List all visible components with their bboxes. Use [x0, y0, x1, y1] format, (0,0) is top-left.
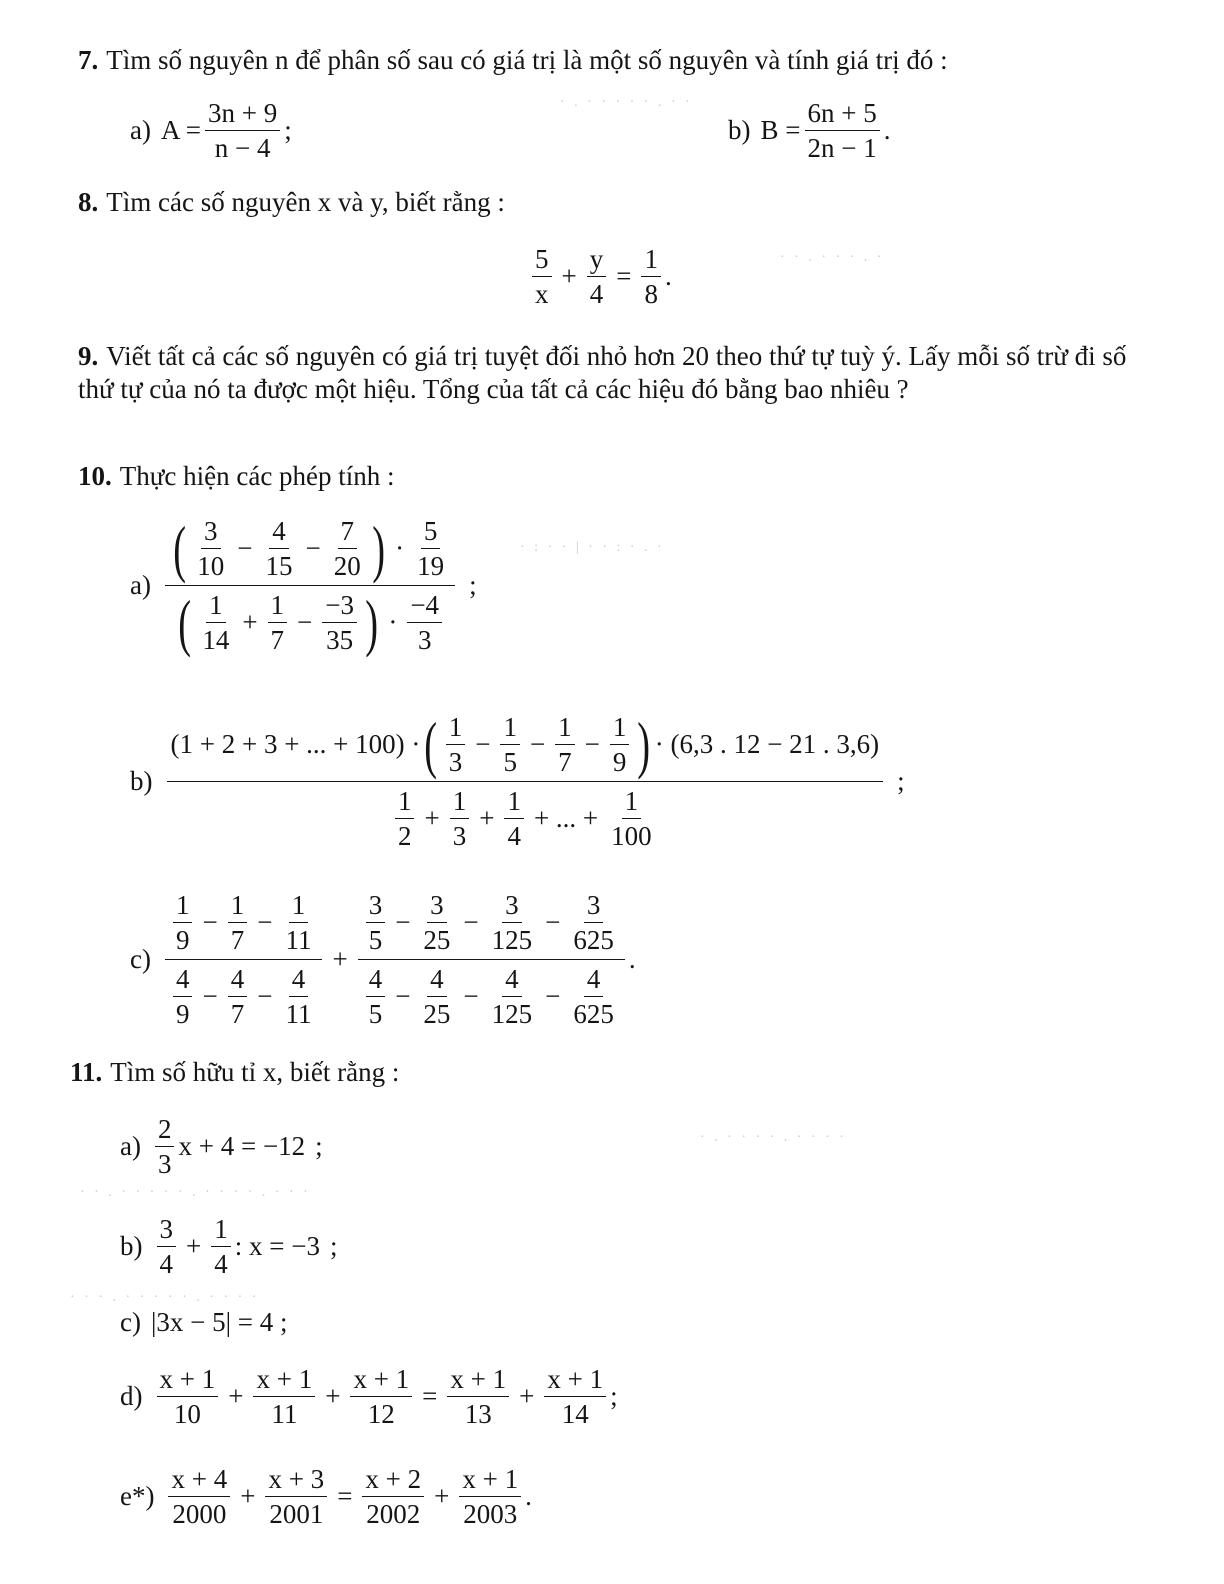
denominator: 125 [491, 999, 533, 1029]
scan-noise: · · · . · · · · · . · · · · [70, 1290, 260, 1305]
operator: − [395, 907, 411, 937]
denominator: 20 [333, 551, 361, 581]
operator: + [332, 944, 348, 974]
numerator: 4 [289, 962, 309, 997]
denominator: 3 [417, 625, 432, 655]
numerator: y [587, 242, 607, 277]
denominator: 5 [368, 999, 383, 1029]
operator: − [297, 607, 313, 637]
operator: + ... + [533, 803, 599, 833]
fraction [805, 96, 880, 165]
denominator: 9 [612, 747, 627, 777]
numerator: 1 [395, 784, 415, 819]
numerator: 5 [421, 514, 441, 549]
problem-10b [130, 708, 905, 855]
item-label: a) [130, 115, 151, 145]
sum-expression: (1 + 2 + 3 + ... + 100) · [170, 729, 421, 759]
numerator: 1 [206, 588, 226, 623]
item-label: c) [130, 944, 151, 974]
denominator: 3 [448, 747, 463, 777]
numerator [165, 512, 455, 586]
denominator: 8 [644, 279, 658, 309]
denominator: 4 [159, 1249, 173, 1279]
fraction [211, 1212, 231, 1281]
fraction [228, 962, 248, 1031]
operator: − [395, 981, 411, 1011]
numerator: 1 [610, 710, 630, 745]
fraction [366, 888, 386, 957]
problem-number: 10. [78, 461, 112, 491]
operator: + [561, 261, 577, 291]
scan-noise: · . · · · · · . · · [560, 95, 693, 110]
numerator: 4 [366, 962, 386, 997]
denominator: 5 [503, 747, 517, 777]
left-paren: ( [424, 708, 438, 780]
problem-11a [120, 1112, 323, 1181]
numerator: x + 1 [447, 1362, 509, 1397]
item-label: a) [130, 570, 151, 600]
fraction [489, 962, 536, 1031]
problem-8-statement [78, 186, 505, 218]
numerator: x + 1 [253, 1362, 315, 1397]
operator: − [475, 729, 491, 759]
problem-8-equation [528, 242, 672, 311]
numerator: 5 [532, 242, 552, 277]
fraction [282, 962, 314, 1031]
numerator: 3 [366, 888, 386, 923]
operator: − [463, 981, 479, 1011]
numerator: 4 [173, 962, 193, 997]
problem-text: Tìm các số nguyên x và y, biết rằng : [106, 187, 505, 217]
problem-7-statement [78, 44, 948, 76]
problem-11d [120, 1362, 618, 1431]
left-paren: ( [173, 512, 187, 584]
problem-11b [120, 1212, 337, 1281]
denominator: 12 [367, 1399, 395, 1429]
item-label: e*) [120, 1481, 155, 1511]
fraction [350, 1362, 412, 1431]
denominator: 2001 [269, 1499, 324, 1529]
fraction [155, 1112, 175, 1181]
operator: = [616, 261, 632, 291]
denominator: 5 [368, 925, 383, 955]
denominator: 10 [173, 1399, 201, 1429]
fraction [268, 588, 288, 657]
operator: + [519, 1381, 535, 1411]
denominator: 3 [452, 821, 467, 851]
operator: + [240, 1481, 256, 1511]
denominator: 10 [197, 551, 225, 581]
fraction [322, 588, 357, 657]
numerator: 6n + 5 [805, 96, 880, 131]
operator: − [584, 729, 600, 759]
denominator: 625 [573, 999, 614, 1029]
expression: x + 4 = −12 [178, 1131, 306, 1161]
fraction [362, 1462, 424, 1531]
problem-number: 8. [78, 187, 99, 217]
item-label: b) [728, 115, 751, 145]
punctuation: ; [315, 1131, 323, 1161]
denominator: 125 [491, 925, 533, 955]
denominator: 2002 [366, 1499, 421, 1529]
numerator: 1 [622, 784, 642, 819]
denominator [170, 586, 450, 659]
fraction [608, 784, 655, 853]
item-label: a) [120, 1131, 141, 1161]
fraction [168, 1462, 230, 1531]
operator: · [395, 533, 405, 563]
fraction [500, 710, 520, 779]
operator: − [463, 907, 479, 937]
punctuation: . [628, 944, 636, 974]
fraction [420, 888, 453, 957]
numerator: 1 [211, 1212, 231, 1247]
fraction [504, 784, 524, 853]
numerator: 2 [155, 1112, 175, 1147]
compound-fraction [165, 886, 322, 1033]
expression: |3x − 5| = 4 ; [150, 1307, 288, 1337]
fraction [194, 514, 227, 583]
numerator: 1 [268, 588, 288, 623]
problem-number: 9. [78, 341, 99, 371]
fraction [459, 1462, 521, 1531]
numerator: −4 [407, 588, 442, 623]
fraction [265, 1462, 327, 1531]
fraction [199, 588, 232, 657]
punctuation: . [883, 115, 891, 145]
numerator: 3 [427, 888, 447, 923]
operator: + [479, 803, 495, 833]
numerator: 1 [500, 710, 520, 745]
denominator: 35 [326, 625, 354, 655]
problem-text: Tìm số nguyên n để phân số sau có giá trị là một số nguyên và tính giá trị đó : [106, 45, 948, 75]
compound-fraction [165, 512, 455, 659]
operator: · [388, 607, 398, 637]
denominator: 9 [175, 925, 190, 955]
punctuation: . [664, 261, 672, 291]
fraction [228, 888, 248, 957]
problem-10c [130, 886, 636, 1033]
operator: − [305, 533, 321, 563]
numerator: 1 [446, 710, 466, 745]
compound-fraction [167, 708, 884, 855]
numerator: x + 1 [459, 1462, 521, 1497]
numerator: 1 [228, 888, 248, 923]
denominator: 25 [423, 925, 451, 955]
fraction [544, 1362, 606, 1431]
denominator: 11 [285, 999, 312, 1029]
fraction [263, 514, 296, 583]
right-paren: ) [365, 586, 379, 658]
fraction [173, 962, 193, 1031]
fraction [395, 784, 415, 853]
numerator: 4 [427, 962, 447, 997]
numerator: 3 [157, 1212, 177, 1247]
fraction [446, 710, 466, 779]
scan-noise: · : · · | · · : · . · [520, 540, 665, 555]
fraction [489, 888, 536, 957]
punctuation: ; [897, 766, 905, 796]
denominator: 3 [157, 1149, 172, 1179]
numerator: 3 [201, 514, 221, 549]
numerator: 3 [584, 888, 604, 923]
item-label: b) [130, 766, 153, 796]
fraction [205, 96, 280, 165]
fraction [366, 962, 386, 1031]
punctuation: ; [610, 1381, 618, 1411]
denominator: 2 [397, 821, 412, 851]
numerator: 3 [502, 888, 522, 923]
numerator: 1 [450, 784, 470, 819]
denominator: 9 [175, 999, 190, 1029]
operator: + [434, 1481, 450, 1511]
numerator: x + 2 [362, 1462, 424, 1497]
denominator: 7 [230, 925, 245, 955]
numerator: x + 4 [168, 1462, 230, 1497]
item-label: c) [120, 1307, 141, 1337]
numerator: 4 [228, 962, 248, 997]
operator: + [228, 1381, 244, 1411]
problem-text: Thực hiện các phép tính : [119, 461, 395, 491]
fraction [570, 888, 617, 957]
denominator: 7 [558, 747, 572, 777]
problem-10a [130, 512, 477, 659]
denominator: x [535, 279, 549, 309]
fraction [173, 888, 193, 957]
problem-11-statement [70, 1056, 399, 1088]
numerator: x + 1 [157, 1362, 219, 1397]
fraction [555, 710, 575, 779]
denominator: 4 [214, 1249, 228, 1279]
denominator [165, 960, 322, 1033]
denominator: 2n − 1 [807, 133, 877, 163]
numerator: 4 [269, 514, 289, 549]
numerator: x + 1 [350, 1362, 412, 1397]
lhs: B = [760, 115, 801, 145]
denominator: 7 [230, 999, 245, 1029]
denominator: 100 [611, 821, 652, 851]
operator: − [257, 981, 273, 1011]
operator: + [325, 1381, 341, 1411]
fraction [450, 784, 470, 853]
product-expression: · (6,3 . 12 − 21 . 3,6) [654, 729, 880, 759]
numerator: 1 [289, 888, 309, 923]
denominator [387, 782, 663, 855]
problem-7a [130, 96, 292, 165]
operator: = [337, 1481, 353, 1511]
punctuation: . [525, 1481, 532, 1511]
numerator [167, 708, 884, 782]
numerator: 7 [338, 514, 358, 549]
fraction [331, 514, 364, 583]
item-label: d) [120, 1381, 143, 1411]
operator: − [529, 729, 546, 759]
operator: − [545, 981, 561, 1011]
numerator: 4 [502, 962, 522, 997]
fraction [587, 242, 607, 311]
operator: + [242, 607, 258, 637]
numerator: 1 [555, 710, 575, 745]
punctuation: ; [284, 115, 292, 145]
fraction [570, 962, 617, 1031]
denominator: 11 [271, 1399, 298, 1429]
fraction [414, 514, 447, 583]
problem-7b [728, 96, 890, 165]
denominator: n − 4 [214, 133, 271, 163]
fraction [282, 888, 314, 957]
punctuation: ; [469, 570, 477, 600]
numerator: 1 [504, 784, 524, 819]
fraction [407, 588, 442, 657]
numerator [165, 886, 322, 960]
scan-noise: · . · · · · . · · · · [700, 1130, 847, 1145]
fraction [253, 1362, 315, 1431]
denominator: 15 [265, 551, 293, 581]
numerator: 3n + 9 [205, 96, 280, 131]
operator: − [202, 981, 218, 1011]
denominator: 19 [417, 551, 445, 581]
denominator: 11 [285, 925, 312, 955]
fraction [447, 1362, 509, 1431]
denominator: 25 [423, 999, 451, 1029]
numerator: x + 1 [544, 1362, 606, 1397]
scan-noise: · · . · · · . · [780, 250, 885, 265]
left-paren: ( [178, 586, 192, 658]
denominator: 2000 [172, 1499, 227, 1529]
operator: + [424, 803, 440, 833]
denominator [358, 960, 625, 1033]
fraction [420, 962, 453, 1031]
numerator: x + 3 [265, 1462, 327, 1497]
operator: − [257, 907, 273, 937]
fraction [157, 1362, 219, 1431]
lhs: A = [160, 115, 201, 145]
fraction [532, 242, 552, 311]
fraction [157, 1212, 177, 1281]
denominator: 7 [270, 625, 285, 655]
operator: − [545, 907, 561, 937]
denominator: 4 [589, 279, 604, 309]
denominator: 2003 [463, 1499, 518, 1529]
item-label: b) [120, 1231, 143, 1261]
problem-10-statement [78, 460, 395, 492]
problem-text: Viết tất cả các số nguyên có giá trị tuyệt đối nhỏ hơn 20 theo thứ tự tuỳ ý. Lấy mỗi số trừ đi số thứ tự của nó ta được một hiệu. Tổng của tất cả các hiệu đó bằng bao nhiêu ? [78, 341, 1127, 404]
denominator: 14 [561, 1399, 589, 1429]
compound-fraction [358, 886, 625, 1033]
right-paren: ) [637, 708, 651, 780]
fraction [610, 710, 630, 779]
operator: = [422, 1381, 438, 1411]
denominator: 625 [573, 925, 614, 955]
scan-noise: · · . · · · · · . · · · · . · · · [80, 1185, 311, 1200]
numerator: 1 [173, 888, 193, 923]
operator: + [186, 1231, 202, 1261]
problem-11e [120, 1462, 532, 1531]
expression: : x = −3 [234, 1231, 320, 1261]
problem-text: Tìm số hữu tỉ x, biết rằng : [110, 1057, 400, 1087]
operator: − [202, 907, 218, 937]
problem-9-statement [78, 340, 1138, 406]
numerator [358, 886, 625, 960]
denominator: 4 [507, 821, 521, 851]
denominator: 13 [464, 1399, 492, 1429]
operator: − [237, 533, 253, 563]
denominator: 14 [202, 625, 230, 655]
problem-number: 11. [70, 1057, 103, 1087]
fraction [641, 242, 661, 311]
numerator: 4 [584, 962, 604, 997]
numerator: −3 [322, 588, 357, 623]
problem-number: 7. [78, 45, 99, 75]
right-paren: ) [372, 512, 385, 584]
punctuation: ; [329, 1231, 338, 1261]
numerator: 1 [641, 242, 661, 277]
problem-11c [120, 1306, 288, 1338]
